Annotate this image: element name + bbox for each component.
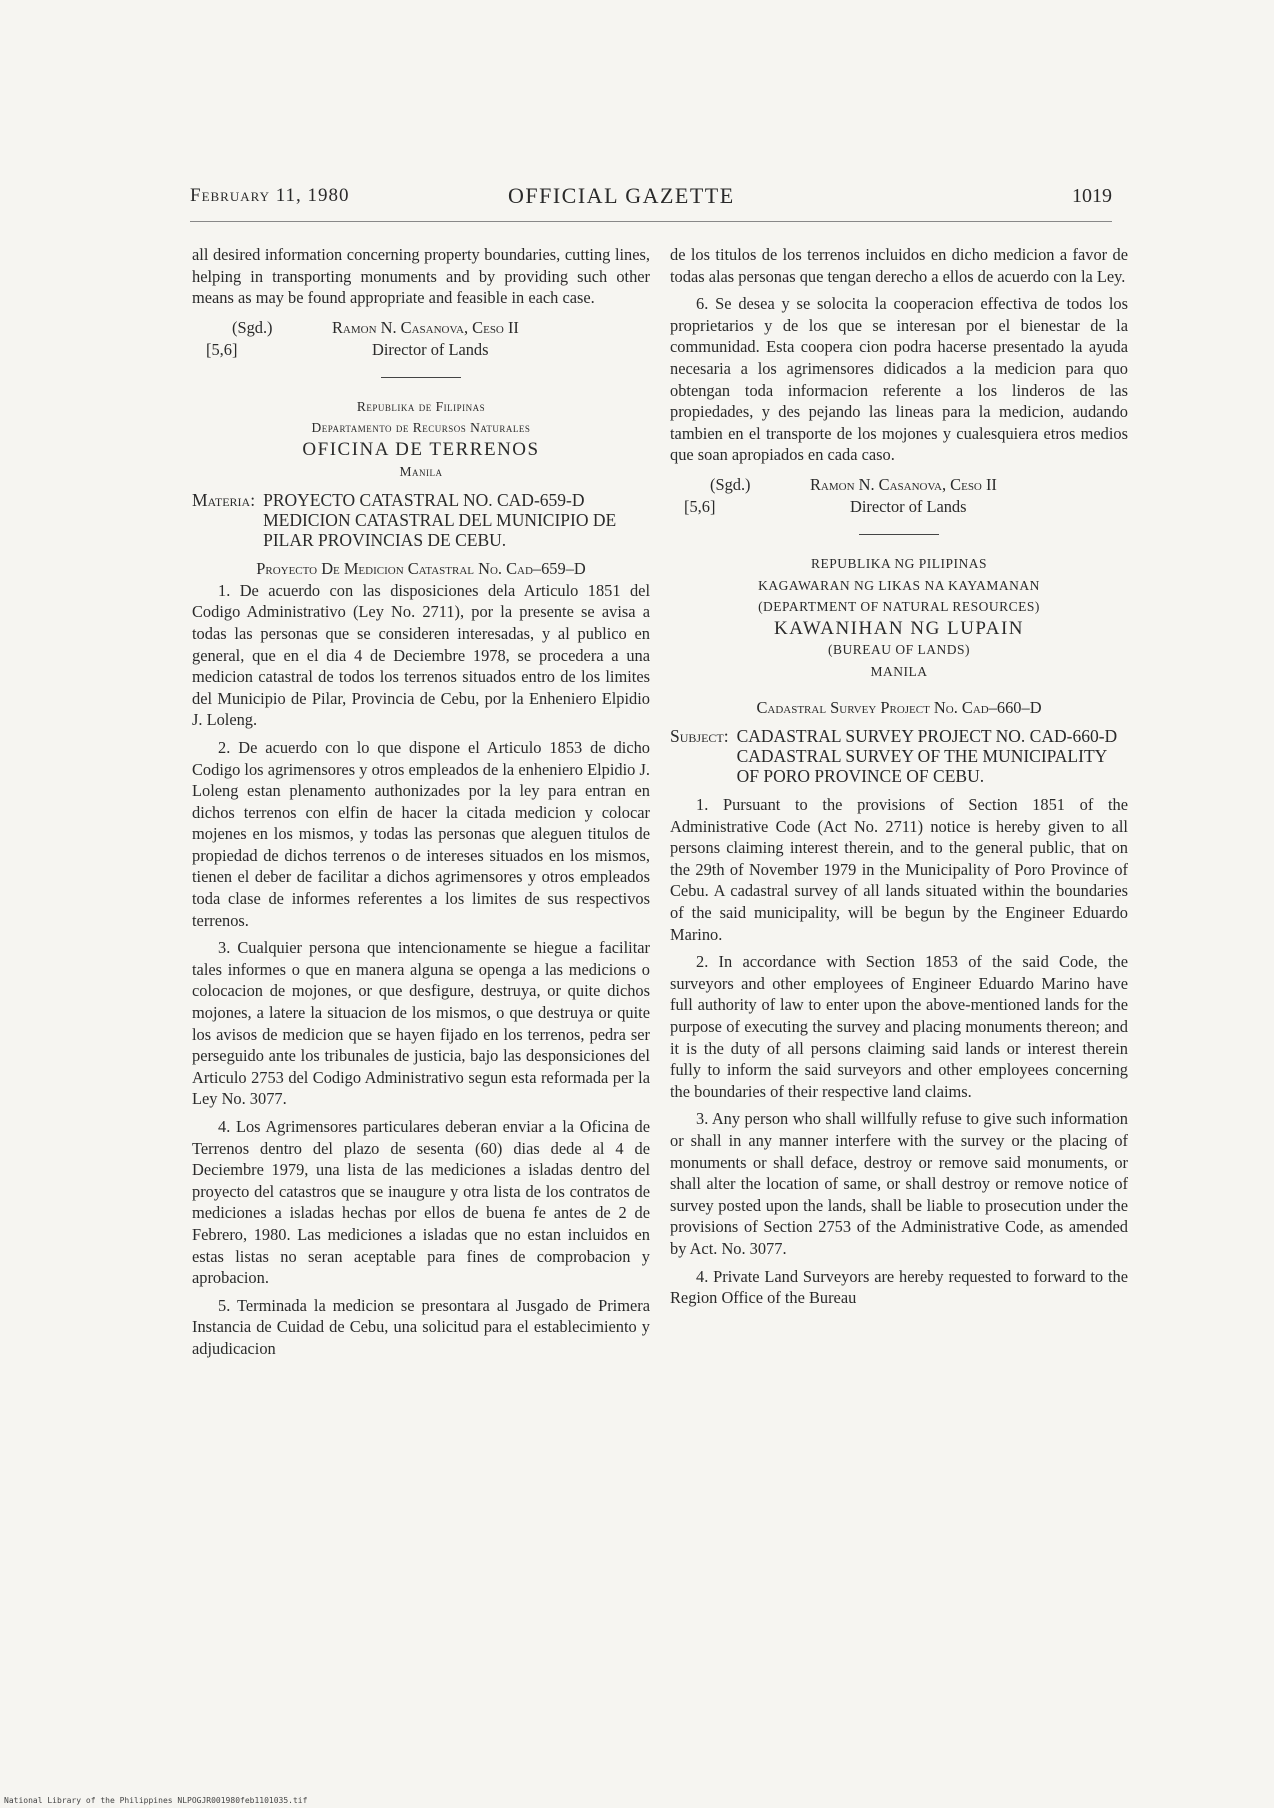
subject-text: CADASTRAL SURVEY PROJECT NO. CAD-660-D CADASTRAL SURVEY OF THE MUNICIPALITY OF PORO PROVINCE OF CEBU.: [736, 726, 1118, 787]
subject-block: [670, 726, 1128, 786]
materia-label: Materia:: [192, 490, 256, 511]
heading-department-english: (DEPARTMENT OF NATURAL RESOURCES): [758, 599, 1040, 615]
paragraph-6: 6. Se desea y se solocita la cooperacion effectiva de todos los proprietarios y de los que se interesan por el bienestar de la communidad. Esta coopera cion podra hacerse presentado la ayuda necesaria a los agrimensores didicados a la medicion para quo obtengan toda informacion referente a los linderos de las propiedades, y des pejando las lineas para la medicion, audando tambien en el transporte de los mojones y cualesquiera etros medios que soan apropiados en cada caso.: [670, 294, 1128, 465]
continued-paragraph: all desired information concerning property boundaries, cutting lines, helping in transporting monuments and by providing such other means as may be found appropriate and feasible in each case.: [192, 245, 650, 308]
signature-block: [670, 474, 1128, 520]
header-rule: [190, 221, 1112, 222]
paragraph-4: 4. Private Land Surveyors are hereby requested to forward to the Region Office of the Bureau: [670, 1266, 1128, 1308]
right-column: [670, 244, 1128, 1315]
paragraph-1: 1. De acuerdo con las disposiciones dela Articulo 1851 del Codigo Administrativo (Ley No. 2711), por la presente se avisa a todas las personas que se consideren interesadas, y al publico en general, que en el dia 4 de Deciembre 1978, se procedera a una medicion catastral de todos los terrenos situados entro de los limites del Municipio de Pilar, Provincia de Cebu, por la Enheniero Elpidio J. Loleng.: [192, 580, 650, 730]
paragraph-3: 3. Any person who shall willfully refuse to give such information or shall in any manner interfere with the survey or the placing of monuments or shall deface, destroy or remove said monuments, or shall alter the location of same, or shall destroy or remove notice of survey posted upon the lands, shall be liable to prosecution under the provisions of Section 2753 of the Administrative Code, as amended by Act. No. 3077.: [670, 1109, 1128, 1258]
heading-republic: REPUBLIKA NG PILIPINAS: [810, 555, 987, 571]
project-number: Proyecto De Medicion Catastral No. Cad–659–D: [256, 559, 586, 579]
heading-office: OFICINA DE TERRENOS: [302, 438, 540, 460]
section-divider: [381, 377, 461, 378]
heading-city: MANILA: [870, 663, 928, 679]
paragraph-2: 2. De acuerdo con lo que dispone el Articulo 1853 de dicho Codigo los agrimensores y otros empleados de la enheniero Elpidio J. Loleng estan plenamento authonizades por la ley para entran en dichos terrenos con elfin de hacer la citada medicion y colocar mojenes en los mismos, y todas las personas que aleguen titulos de propiedad de dichos terrenos o de intereses situados en los mismos, tienen el deber de facilitar a dichos agrimensores y otros empleados toda clase de informes referentes a los limites de sus respectivos terrenos.: [192, 737, 650, 930]
reference-number: [5,6]: [206, 339, 238, 359]
page-number: 1019: [1072, 185, 1112, 207]
signed-mark: (Sgd.): [710, 474, 751, 494]
materia-block: [192, 490, 650, 550]
paragraph-1: 1. Pursuant to the provisions of Section 1851 of the Administrative Code (Act No. 2711) notice is hereby given to all persons claiming interest therein, and to the general public, that on the 29th of November 1979 in the Municipality of Poro Province of Cebu. A cadastral survey of all lands situated within the boundaries of the said municipality, will be begun by the Engineer Eduardo Marino.: [670, 795, 1128, 944]
heading-city: Manila: [399, 463, 443, 479]
heading-bureau: KAWANIHAN NG LUPAIN: [773, 617, 1025, 639]
paragraph-2: 2. In accordance with Section 1853 of the said Code, the surveyors and other employees of Engineer Eduardo Marino have full authority of law to enter upon the above-mentioned lands for the purpose of executing the survey and placing monuments thereon; and it is the duty of all persons claiming said lands or interest therein fully to inform the said surveyors and other employees concerning the boundaries of their respective land claims.: [670, 952, 1128, 1101]
section-divider: [859, 534, 939, 535]
paragraph-5-continued: de los titulos de los terrenos incluidos en dicho medicion a favor de todas alas personas que tengan derecho a ellos de acuerdo con la Ley.: [670, 245, 1128, 286]
subject-label: Subject:: [670, 726, 729, 747]
materia-text: PROYECTO CATASTRAL NO. CAD-659-D MEDICION CATASTRAL DEL MUNICIPIO DE PILAR PROVINCIAS DE CEBU.: [263, 490, 617, 551]
paragraph-3: 3. Cualquier persona que intencionamente se hiegue a facilitar tales informes o que en manera alguna se openga a las medicions o colocacion de mojones, or que desfigure, destruya, or quite dichos mojones, a latere la situacion de los mismos, o que destruya or quite los avisos de medicion que se hayen fijado en los terrenos, pedra ser perseguido ante los tribunales de justicia, bajo las desponsiciones del Articulo 2753 del Codigo Administrativo segun esta reformada per la Ley No. 3077.: [192, 938, 650, 1109]
signatory-title: Director of Lands: [372, 339, 489, 359]
scan-footer: National Library of the Philippines NLPOGJR001980feb1101035.tif: [4, 1796, 308, 1805]
project-number: Cadastral Survey Project No. Cad–660–D: [756, 697, 1042, 717]
signatory-name: Ramon N. Casanova, Ceso II: [810, 474, 997, 494]
signatory-name: Ramon N. Casanova, Ceso II: [332, 317, 519, 337]
heading-department: KAGAWARAN NG LIKAS NA KAYAMANAN: [758, 577, 1040, 593]
paragraph-5: 5. Terminada la medicion se presontara al Jusgado de Primera Instancia de Cuidad de Cebu, una solicitud para el establecimiento y adjudicacion: [192, 1295, 650, 1358]
heading-department: Departamento de Recursos Naturales: [311, 420, 531, 436]
signature-block: [192, 317, 650, 363]
left-column: [192, 244, 650, 1366]
page-header: [190, 185, 1112, 215]
issue-date: February 11, 1980: [190, 185, 350, 206]
heading-bureau-english: (BUREAU OF LANDS): [827, 642, 970, 658]
publication-title: OFFICIAL GAZETTE: [508, 183, 735, 208]
paragraph-4: 4. Los Agrimensores particulares deberan enviar a la Oficina de Terrenos dentro del plazo de sesenta (60) dias dede al 4 de Deciembre 1979, una lista de las mediciones a isladas dentro del proyecto del catastros que se inaugure y otra lista de los contratos de mediciones a isladas hechas por ellos de buena fe antes de 2 de Febrero, 1980. Las mediciones a isladas que no estan incluidos en estas listas no seran aceptable para fines de comprobacion y aprobacion.: [192, 1117, 650, 1288]
signed-mark: (Sgd.): [232, 317, 273, 337]
signatory-title: Director of Lands: [850, 496, 967, 516]
heading-republic: Republika de Filipinas: [356, 398, 486, 414]
reference-number: [5,6]: [684, 496, 716, 516]
